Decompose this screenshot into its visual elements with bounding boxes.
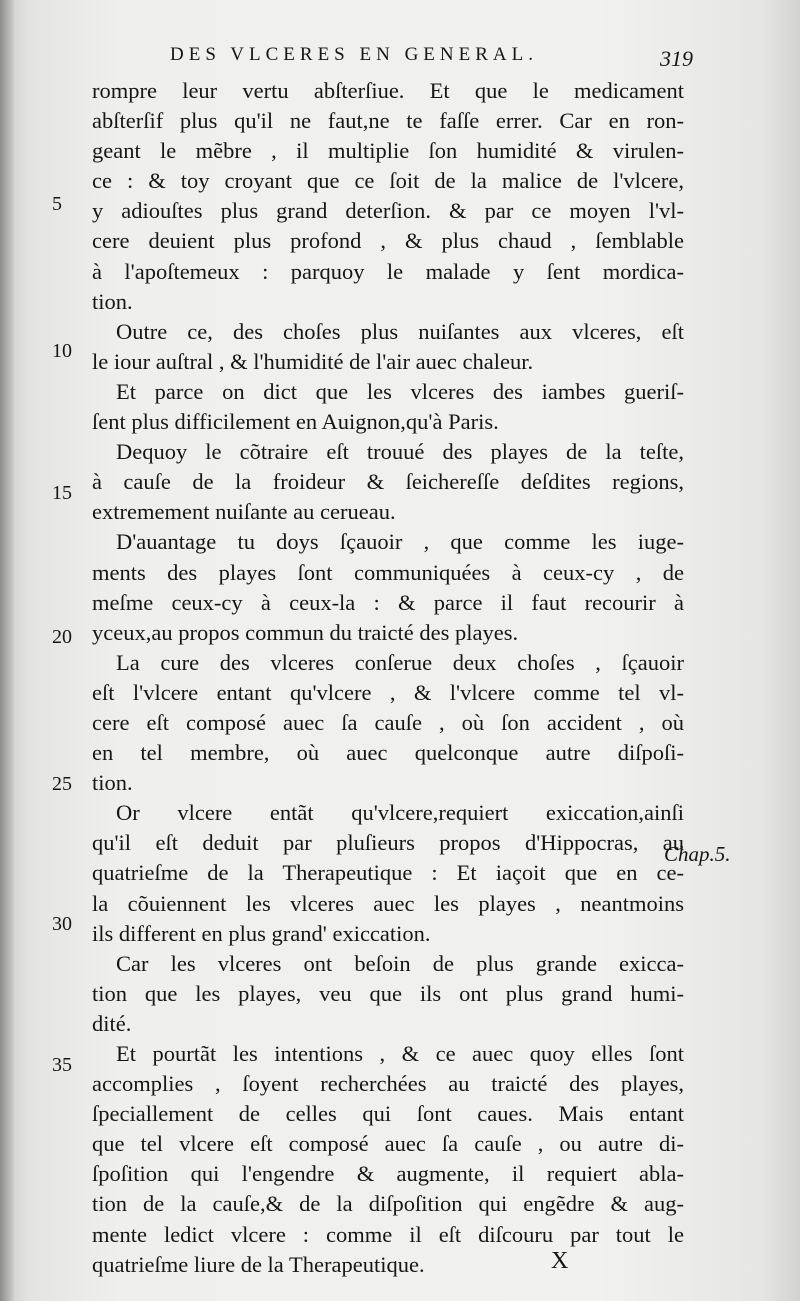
text-line: ſent plus difficilement en Auignon,qu'à Paris. xyxy=(92,409,499,435)
text-line: geant le mẽbre , il multiplie ſon humidité & virulen- xyxy=(92,138,684,164)
text-line: cere deuient plus profond , & plus chaud , ſemblable xyxy=(92,228,684,254)
text-line: Or vlcere entãt qu'vlcere,requiert exiccation,ainſi xyxy=(116,800,684,826)
text-line: extremement nuiſante au cerueau. xyxy=(92,499,396,525)
text-line: La cure des vlceres conſerue deux choſes , ſçauoir xyxy=(116,649,684,675)
text-line: Car les vlceres ont beſoin de plus grande exicca- xyxy=(116,950,684,976)
text-line: yceux,au propos commun du traicté des playes. xyxy=(92,619,519,645)
line-number: 25 xyxy=(52,773,72,795)
text-line: ils different en plus grand' exiccation. xyxy=(92,920,431,946)
text-line: à cauſe de la froideur & ſeichereſſe deſdites regions, xyxy=(92,469,684,495)
text-line: eſt l'vlcere entant qu'vlcere , & l'vlcere comme tel vl- xyxy=(92,679,684,705)
line-number: 35 xyxy=(52,1054,72,1076)
line-number: 15 xyxy=(52,482,72,504)
text-line: ce : & toy croyant que ce ſoit de la malice de l'vlcere, xyxy=(92,168,684,194)
text-line: tion de la cauſe,& de la diſpoſition qui engẽdre & aug- xyxy=(92,1191,684,1217)
text-line: y adiouſtes plus grand deterſion. & par ce moyen l'vl- xyxy=(92,198,684,224)
text-line: ſpoſition qui l'engendre & augmente, il requiert abla- xyxy=(92,1161,684,1187)
text-line: cere eſt composé auec ſa cauſe , où ſon accident , où xyxy=(92,709,684,735)
text-line: rompre leur vertu abſterſiue. Et que le medicament xyxy=(92,78,684,103)
text-line: tion. xyxy=(92,770,133,796)
text-line: la cõuiennent les vlceres auec les playes , neantmoins xyxy=(92,890,684,916)
line-number: 5 xyxy=(52,193,62,215)
body-text xyxy=(92,76,684,1280)
text-line: qu'il eſt deduit par pluſieurs propos d'Hippocras, au xyxy=(92,830,684,856)
marginal-note: Chap.5. xyxy=(664,842,731,866)
text-line: dité. xyxy=(92,1010,132,1036)
text-line: Et pourtãt les intentions , & ce auec quoy elles ſont xyxy=(116,1041,684,1066)
text-line: Outre ce, des choſes plus nuiſantes aux vlceres, eſt xyxy=(116,318,684,344)
text-line: mente ledict vlcere : comme il eſt diſcouru par tout le xyxy=(92,1221,684,1247)
text-line: que tel vlcere eſt composé auec ſa cauſe , ou autre di- xyxy=(92,1131,684,1157)
page-number: 319 xyxy=(660,46,693,71)
text-line: en tel membre, où auec quelconque autre diſpoſi- xyxy=(92,740,684,766)
text-line: ments des playes ſont communiquées à ceux-cy , de xyxy=(92,559,684,585)
text-line: tion que les playes, veu que ils ont plus grand humi- xyxy=(92,980,684,1006)
text-line: accomplies , ſoyent recherchées au traicté des playes, xyxy=(92,1071,684,1097)
text-line: ſpeciallement de celles qui ſont caues. Mais entant xyxy=(92,1101,684,1127)
line-number: 10 xyxy=(52,340,72,362)
text-line: le iour auſtral , & l'humidité de l'air auec chaleur. xyxy=(92,348,534,374)
text-line: à l'apoſtemeux : parquoy le malade y ſent mordica- xyxy=(92,258,684,284)
text-line: quatrieſme liure de la Therapeutique. xyxy=(92,1251,425,1277)
page-header xyxy=(170,44,710,74)
text-line: D'auantage tu doys ſçauoir , que comme les iuge- xyxy=(116,529,684,555)
text-line: quatrieſme de la Therapeutique : Et iaçoit que en ce- xyxy=(92,860,684,886)
text-line: abſterſif plus qu'il ne faut,ne te faſſe errer. Car en ron- xyxy=(92,108,684,134)
running-head: DES VLCERES EN GENERAL. xyxy=(170,44,538,65)
text-line: tion. xyxy=(92,288,133,314)
line-number: 20 xyxy=(52,626,72,648)
text-line: meſme ceux-cy à ceux-la : & parce il faut recourir à xyxy=(92,589,684,615)
text-line: Et parce on dict que les vlceres des iambes gueriſ- xyxy=(116,378,684,404)
page-gutter-shadow xyxy=(0,0,14,1301)
text-line: Dequoy le cõtraire eſt trouué des playes de la teſte, xyxy=(116,439,684,465)
signature-mark: X xyxy=(551,1248,569,1274)
line-number: 30 xyxy=(52,913,72,935)
